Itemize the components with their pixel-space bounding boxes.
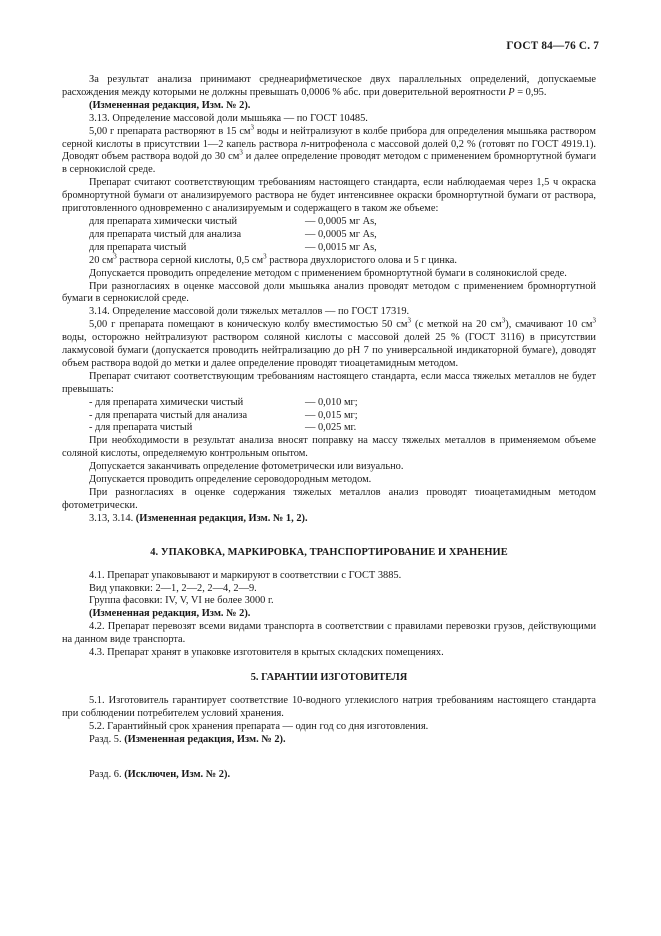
paragraph-5-1: 5.1. Изготовитель гарантирует соответствие 10-водного углекислого натрия требованиям настоящего стандарта при соблюдении потребителем условий хранения. (62, 694, 596, 719)
paragraph-package-group: Группа фасовки: IV, V, VI не более 3000 г. (89, 595, 274, 607)
amendment-note: (Измененная редакция, Изм. № 2). (89, 608, 251, 620)
list-item: для препарата химически чистый — 0,0005 мг As, (89, 215, 377, 227)
paragraph-arsenic-dispute: При разногласиях в оценке массовой доли мышьяка анализ проводят методом с применением бромнортутной бумаги в сернокислой среде. (62, 280, 596, 305)
paragraph-result: За результат анализа принимают среднеарифметическое двух параллельных определений, допускаемые расхождения между которыми не должны превышать 0,0006 % абс. при доверительной вероятности P = 0,95. (62, 74, 596, 98)
metals-limits-list (62, 397, 596, 436)
paragraph-photometric: Допускается заканчивать определение фотометрически или визуально. (89, 461, 404, 473)
page-header: ГОСТ 84—76 С. 7 (506, 40, 599, 52)
document-body (62, 74, 596, 781)
section-6-note: Разд. 6. (Исключен, Изм. № 2). (89, 768, 231, 780)
section-5-heading: 5. ГАРАНТИИ ИЗГОТОВИТЕЛЯ (250, 671, 408, 683)
list-item: - для препарата чистый — 0,025 мг. (89, 422, 357, 434)
paragraph-metals-dispute: При разногласиях в оценке содержания тяжелых металлов анализ проводят тиоацетамидным методом фотометрически. (62, 487, 596, 511)
paragraph-hcl-option: Допускается проводить определение методом с применением бромнортутной бумаги в солянокислой среде. (89, 267, 567, 279)
paragraph-4-1: 4.1. Препарат упаковывают и маркируют в соответствии с ГОСТ 3885. (89, 569, 402, 581)
amendment-note: 3.13, 3.14. (Измененная редакция, Изм. № 1, 2). (89, 512, 308, 524)
paragraph-package-type: Вид упаковки: 2—1, 2—2, 2—4, 2—9. (89, 582, 257, 594)
paragraph-4-3: 4.3. Препарат хранят в упаковке изготовителя в крытых складских помещениях. (89, 647, 444, 659)
paragraph-correction: При необходимости в результат анализа вносят поправку на массу тяжелых металлов в применяемом объеме соляной кислоты, определяемую контрольным опытом. (62, 435, 596, 460)
paragraph-arsenic-criteria: Препарат считают соответствующим требованиям настоящего стандарта, если наблюдаемая через 1,5 ч окраска бромнортутной бумаги от анализируемого раствора не будет интенсивнее окраски бромнортутной бумаги от раствора, приготовленного одновременно с анализируемым и содержащего в таком же объеме: (62, 177, 596, 215)
arsenic-limits-list (62, 216, 596, 255)
list-item: - для препарата химически чистый — 0,010 мг; (89, 396, 358, 408)
section-3-13-title: 3.13. Определение массовой доли мышьяка — по ГОСТ 10485. (89, 112, 368, 124)
paragraph-h2s: Допускается проводить определение сероводородным методом. (89, 474, 372, 486)
paragraph-metals-criteria: Препарат считают соответствующим требованиям настоящего стандарта, если масса тяжелых металлов не будет превышать: (62, 370, 596, 395)
paragraph-5-2: 5.2. Гарантийный срок хранения препарата — один год со дня изготовления. (89, 720, 429, 732)
list-item: для препарата чистый — 0,0015 мг As, (89, 241, 377, 253)
section-3-14-title: 3.14. Определение массовой доли тяжелых металлов — по ГОСТ 17319. (89, 306, 410, 318)
section-4-heading: 4. УПАКОВКА, МАРКИРОВКА, ТРАНСПОРТИРОВАНИЕ И ХРАНЕНИЕ (150, 546, 508, 558)
paragraph-4-2: 4.2. Препарат перевозят всеми видами транспорта в соответствии с правилами перевозки грузов, действующими на данном виде транспорта. (62, 621, 596, 646)
paragraph-metals-method: 5,00 г препарата помещают в коническую колбу вместимостью 50 $см^3$ (с меткой на 20 $см^3$), смачивают 10 $см^3$ воды, осторожно нейтрализуют раствором соляной кислоты с массовой долей 25 % (ГОСТ 3116) в присутствии лакмусовой бумаги (допускается проводить нейтрализацию до pH 7 по универсальной индикаторной бумаге), доводят объем раствора водой до метки и далее определение проводят тиоацетамидным методом. (62, 316, 596, 369)
list-item: - для препарата чистый для анализа — 0,015 мг; (89, 409, 358, 421)
paragraph-reagents: 20 $см^3$ раствора серной кислоты, 0,5 $см^3$ раствора двухлористого олова и 5 г цинка. (89, 252, 457, 266)
amendment-note: Разд. 5. (Измененная редакция, Изм. № 2). (89, 733, 286, 745)
paragraph-arsenic-method: 5,00 г препарата растворяют в 15 $см^3$ воды и нейтрализуют в колбе прибора для определения мышьяка раствором серной кислоты в присутствии 1—2 капель раствора n-нитрофенола с массовой долей 0,2 % (готовят по ГОСТ 4919.1). Доводят объем раствора водой до 30 $см^3$ и далее определение проводят методом с применением бромнортутной бумаги в сернокислой среде. (62, 123, 597, 176)
list-item: для препарата чистый для анализа — 0,0005 мг As, (89, 228, 377, 240)
amendment-note: (Измененная редакция, Изм. № 2). (89, 99, 251, 111)
